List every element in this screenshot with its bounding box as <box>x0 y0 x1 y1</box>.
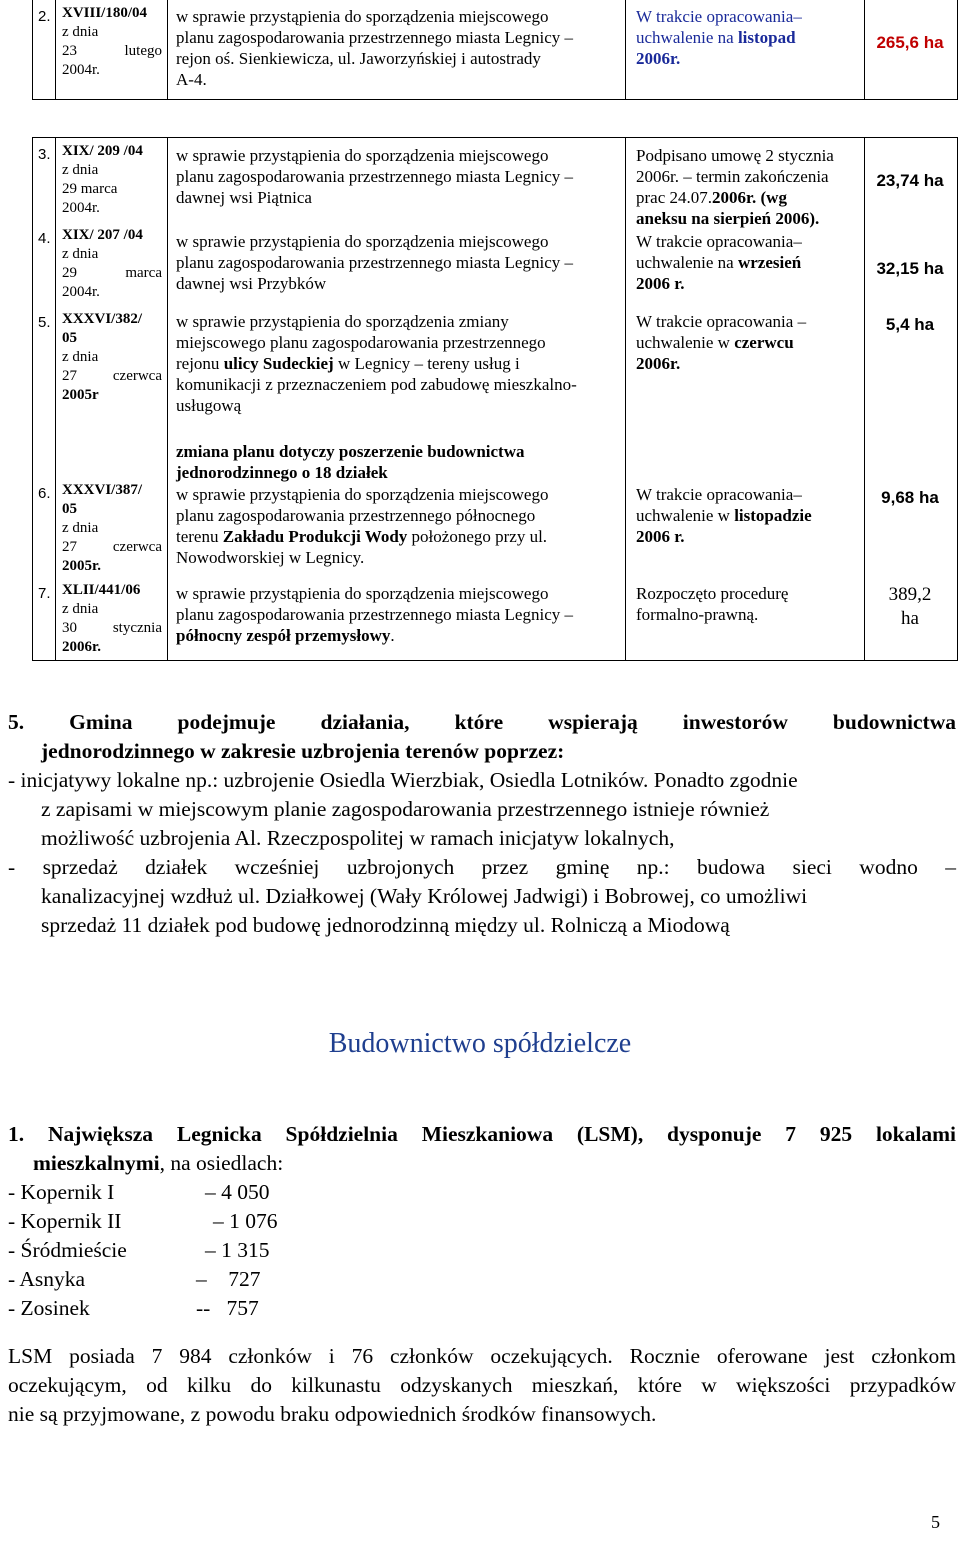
subject-line: położonego przy ul. <box>407 527 548 546</box>
status-line: uchwalenie na <box>636 253 738 272</box>
estate-row <box>8 1294 408 1323</box>
resolution-line: z dnia <box>62 162 99 178</box>
row-number: 6. <box>38 485 51 502</box>
lsm-para-line: oczekującym, od kilku do kilkunastu odzyskanych mieszkań, które w większości przypadków <box>8 1373 956 1397</box>
resolution-line: z dnia <box>62 520 99 536</box>
plan-status <box>636 6 866 69</box>
lsm-para-line: nie są przyjmowane, z powodu braku odpowiednich środków finansowych. <box>8 1402 657 1426</box>
resolution-line: XIX/ 207 /04 <box>62 227 143 243</box>
street-name: ulicy Sudeckiej <box>223 354 334 373</box>
lsm-intro: 1. Największa Legnicka Spółdzielnia Mieszkaniowa (LSM), dysponuje 7 925 lokalami <box>8 1122 956 1146</box>
subject-line: planu zagospodarowania przestrzennego miasta Legnicy – <box>176 28 573 47</box>
note-line: zmiana planu dotyczy poszerzenie budownictwa <box>176 442 525 461</box>
subject-line: planu zagospodarowania przestrzennego miasta Legnicy – <box>176 167 573 186</box>
estate-row <box>8 1265 408 1294</box>
plan-area: 23,74 ha <box>876 171 944 190</box>
status-line: prac 24.07. <box>636 188 713 207</box>
subject-line: w sprawie przystąpienia do sporządzenia zmiany <box>176 312 509 331</box>
resolution-id <box>62 226 162 302</box>
subject-line: dawnej wsi Przybków <box>176 274 327 293</box>
estate-name: - Asnyka <box>8 1267 86 1291</box>
resolution-line: 29 marca <box>62 265 162 281</box>
subject-line: usługową <box>176 396 242 415</box>
row-number: 3. <box>38 146 51 163</box>
status-line: W trakcie opracowania– <box>636 485 802 504</box>
resolution-line: z dnia <box>62 349 99 365</box>
subject-line: dawnej wsi Piątnica <box>176 188 312 207</box>
subject-line: Nowodworskiej w Legnicy. <box>176 548 365 567</box>
resolution-line: 27 czerwca <box>62 368 162 384</box>
section-5-line: sprzedaż 11 działek pod budowę jednorodzinną między ul. Rolniczą a Miodową <box>41 913 730 937</box>
plan-area: 265,6 ha <box>876 33 944 52</box>
plan-subject <box>176 311 616 416</box>
resolution-id <box>62 4 162 80</box>
section-5-line: możliwość uzbrojenia Al. Rzeczpospolitej w ramach inicjatyw lokalnych, <box>41 826 675 850</box>
resolution-line: z dnia <box>62 246 99 262</box>
estate-row <box>8 1178 408 1207</box>
status-line: Podpisano umowę 2 stycznia <box>636 146 834 165</box>
zone-name: północny zespół przemysłowy <box>176 626 391 645</box>
lsm-intro-bold: mieszkalnymi <box>33 1151 160 1175</box>
page-number: 5 <box>931 1512 940 1532</box>
subject-line: w Legnicy – tereny usług i <box>333 354 520 373</box>
plan-area <box>864 583 956 631</box>
plan-status <box>636 484 866 547</box>
section-5 <box>8 708 956 940</box>
row-number: 7. <box>38 585 51 602</box>
facility-name: Zakładu Produkcji Wody <box>222 527 408 546</box>
estate-name: - Śródmieście <box>8 1238 127 1262</box>
plan-subject <box>176 231 616 294</box>
status-line: W trakcie opracowania– <box>636 232 802 251</box>
resolution-line: XVIII/180/04 <box>62 5 148 21</box>
estate-name: - Zosinek <box>8 1296 90 1320</box>
subject-line: w sprawie przystąpienia do sporządzenia miejscowego <box>176 7 549 26</box>
estate-name: - Kopernik II <box>8 1209 122 1233</box>
section-5-line: z zapisami w miejscowym planie zagospodarowania przestrzennego istnieje również <box>41 797 770 821</box>
plan-area: 32,15 ha <box>876 259 944 278</box>
status-year: 2006 r. <box>636 274 685 293</box>
plan-status <box>636 311 866 374</box>
plan-subject <box>176 484 616 568</box>
resolution-line: 2006r. <box>62 639 102 655</box>
resolution-line: XIX/ 209 /04 <box>62 143 143 159</box>
resolution-line: 2004r. <box>62 62 100 78</box>
resolution-line: XLII/441/06 <box>62 582 141 598</box>
resolution-line: 29 marca <box>62 181 118 197</box>
resolution-line: 2005r <box>62 387 99 403</box>
status-month: listopadzie <box>734 506 812 525</box>
estate-count: – 1 076 <box>213 1209 278 1233</box>
status-line: uchwalenie w <box>636 506 735 525</box>
subject-line: w sprawie przystąpienia do sporządzenia miejscowego <box>176 485 549 504</box>
area-value: 389,2 <box>888 584 932 605</box>
resolution-line: 2004r. <box>62 200 100 216</box>
estate-list <box>8 1178 408 1323</box>
resolution-id <box>62 310 162 405</box>
subject-line: rejonu <box>176 354 224 373</box>
status-year: 2006r. <box>636 354 681 373</box>
resolution-line: z dnia <box>62 601 99 617</box>
subject-line: planu zagospodarowania przestrzennego miasta Legnicy – <box>176 253 573 272</box>
resolution-line: 2005r. <box>62 558 102 574</box>
plan-area: 9,68 ha <box>881 488 939 507</box>
plan-area: 5,4 ha <box>885 315 935 334</box>
status-line: uchwalenie na <box>636 28 738 47</box>
subject-line: planu zagospodarowania przestrzennego miasta Legnicy – <box>176 605 573 624</box>
resolution-line: XXXVI/382/ <box>62 311 143 327</box>
resolution-line: 30 stycznia <box>62 620 162 636</box>
status-line: aneksu na sierpień 2006). <box>636 209 820 228</box>
lsm-section <box>8 1120 956 1178</box>
status-line: 2006r. – termin zakończenia <box>636 167 829 186</box>
estate-count: – 4 050 <box>205 1180 270 1204</box>
plan-subject <box>176 6 616 90</box>
status-line: formalno-prawną. <box>636 605 759 624</box>
row-number: 2. <box>38 8 51 25</box>
estate-count: -- 757 <box>196 1296 259 1320</box>
area-unit: ha <box>901 608 919 629</box>
subject-line: . <box>390 626 395 645</box>
plan-status <box>636 583 866 625</box>
subject-line: komunikacji z przeznaczeniem pod zabudowę mieszkalno- <box>176 375 577 394</box>
resolution-id <box>62 581 162 657</box>
row-number: 4. <box>38 230 51 247</box>
status-line: 2006r. (wg <box>712 188 787 207</box>
subject-line: A-4. <box>176 70 207 89</box>
resolution-id <box>62 142 162 218</box>
note-line: jednorodzinnego o 18 działek <box>176 463 388 482</box>
section-5-line: - inicjatywy lokalne np.: uzbrojenie Osiedla Wierzbiak, Osiedla Lotników. Ponadto zgodnie <box>8 768 798 792</box>
status-year: 2006 r. <box>636 527 685 546</box>
status-line: uchwalenie w <box>636 333 735 352</box>
subject-line: rejon oś. Sienkiewicza, ul. Jaworzyńskiej i autostrady <box>176 49 541 68</box>
resolution-line: 05 <box>62 330 77 346</box>
lsm-para-line: LSM posiada 7 984 członków i 76 członków oczekujących. Rocznie oferowane jest członkom <box>8 1344 956 1368</box>
subject-line: w sprawie przystąpienia do sporządzenia miejscowego <box>176 232 549 251</box>
resolution-id <box>62 481 162 576</box>
lsm-paragraph <box>8 1342 956 1429</box>
plan-subject <box>176 583 616 646</box>
resolution-line: z dnia <box>62 24 99 40</box>
section-title: Budownictwo spółdzielcze <box>328 1028 632 1059</box>
subject-line: terenu <box>176 527 223 546</box>
subject-line: miejscowego planu zagospodarowania przestrzennego <box>176 333 546 352</box>
subject-line: planu zagospodarowania przestrzennego północnego <box>176 506 536 525</box>
row-number: 5. <box>38 314 51 331</box>
resolution-line: 27 czerwca <box>62 539 162 555</box>
status-month: listopad <box>737 28 796 47</box>
plan-note <box>176 441 616 483</box>
section-5-line: - sprzedaż działek wcześniej uzbrojonych przez gminę np.: budowa sieci wodno – <box>8 855 956 879</box>
plan-status <box>636 231 866 294</box>
section-5-heading: jednorodzinnego w zakresie uzbrojenia terenów poprzez: <box>41 739 565 763</box>
resolution-line: 2004r. <box>62 284 100 300</box>
resolution-line: XXXVI/387/ <box>62 482 143 498</box>
estate-count: – 727 <box>196 1267 261 1291</box>
status-line: W trakcie opracowania– <box>636 7 802 26</box>
subject-line: w sprawie przystąpienia do sporządzenia miejscowego <box>176 146 549 165</box>
estate-name: - Kopernik I <box>8 1180 115 1204</box>
estate-count: – 1 315 <box>205 1238 270 1262</box>
resolution-line: 23 lutego <box>62 43 162 59</box>
plan-subject <box>176 145 616 208</box>
estate-row <box>8 1207 408 1236</box>
resolution-line: 05 <box>62 501 77 517</box>
status-year: 2006r. <box>636 49 681 68</box>
status-line: Rozpoczęto procedurę <box>636 584 789 603</box>
status-line: W trakcie opracowania – <box>636 312 807 331</box>
status-month: czerwcu <box>734 333 794 352</box>
status-month: wrzesień <box>737 253 802 272</box>
lsm-intro-rest: , na osiedlach: <box>159 1151 284 1175</box>
section-5-heading: 5. Gmina podejmuje działania, które wspierają inwestorów budownictwa <box>8 710 956 734</box>
subject-line: w sprawie przystąpienia do sporządzenia miejscowego <box>176 584 549 603</box>
plan-status <box>636 145 866 229</box>
estate-row <box>8 1236 408 1265</box>
section-5-line: kanalizacyjnej wzdłuż ul. Działkowej (Wały Królowej Jadwigi) i Bobrowej, co umożliwi <box>41 884 808 908</box>
